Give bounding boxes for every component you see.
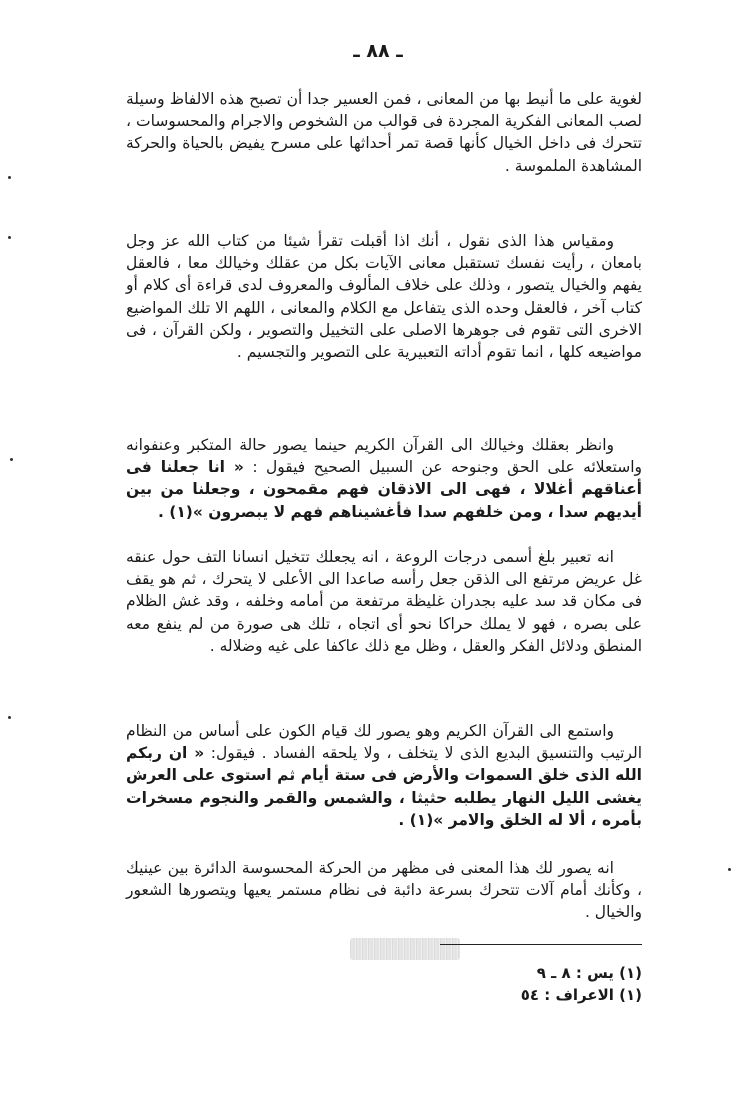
margin-speck	[8, 716, 11, 719]
margin-speck	[8, 236, 11, 239]
footnote-divider	[440, 944, 642, 945]
paragraph-6	[126, 857, 642, 924]
faded-stamp-mark	[350, 938, 460, 960]
paragraph-5-text: واستمع الى القرآن الكريم وهو يصور لك قيام الكون على أساس من النظام الرتيب والتنسيق البديع الذى لا يتخلف ، ولا يلحقه الفساد . فيقول:	[126, 722, 642, 763]
paragraph-1-text: لغوية على ما أنيط بها من المعانى ، فمن العسير جدا أن تصبح هذه الالفاظ وسيلة لصب المعانى الفكرية المجردة فى قوالب من الشخوص والاجرام والمحسوسات ، تتحرك فى داخل الخيال كأنها قصة تمر أحداثها على مسرح يفيض بالحياة والحركة المشاهدة الملموسة .	[126, 90, 642, 175]
footnote-1: (١) يس : ٨ ـ ٩	[536, 964, 642, 982]
margin-speck	[728, 868, 731, 871]
footnotes	[440, 962, 642, 1006]
footnote-2: (١) الاعراف : ٥٤	[520, 986, 642, 1004]
paragraph-5	[126, 720, 642, 831]
margin-speck	[10, 458, 13, 461]
paragraph-4-text: انه تعبير بلغ أسمى درجات الروعة ، انه يجعلك تتخيل انسانا التف حول عنقه غل عريض مرتفع الى الذقن جعل رأسه صاعدا الى الأعلى لا يتحرك ، ثم هو يقف فى مكان قد سد عليه بجدران غليظة مرتفعة من أمامه وخلفه ، وقد غش الظلام على بصره ، فهو لا يملك حراكا نحو أى اتجاه ، تلك هى صورة من لم ينفع معه المنطق ودلائل الفكر والعقل ، وظل مع ذلك عاكفا على غيه وضلاله .	[126, 548, 642, 655]
paragraph-3	[126, 434, 642, 523]
paragraph-4	[126, 546, 642, 657]
paragraph-2-text: ومقياس هذا الذى نقول ، أنك اذا أقبلت تقرأ شيئا من كتاب الله عز وجل بامعان ، رأيت نفسك تستقبل معانى الآيات بكل من عقلك وخيالك معا ، فالعقل يفهم والخيال يتصور ، وذلك على خلاف المألوف والمعروف لدى قراءة أى كلام أو كتاب آخر ، فالعقل وحده الذى يتفاعل مع الكلام والمعانى ، اللهم الا تلك المواضيع الاخرى التى تقوم فى جوهرها الاصلى على التخييل والتصوير ، ولكن القرآن ، فى مواضيعه كلها ، انما تقوم أداته التعبيرية على التصوير والتجسيم .	[126, 232, 642, 362]
page-number: ـ ٨٨ ـ	[353, 40, 403, 62]
paragraph-6-text: انه يصور لك هذا المعنى فى مظهر من الحركة المحسوسة الدائرة بين عينيك ، وكأنك أمام آلات تتحرك بسرعة دائبة فى نظام مستمر يعيها ويتصورها الشعور والخيال .	[126, 859, 642, 922]
quran-quote-yasin: « انا جعلنا فى أعناقهم أغلالا ، فهى الى الاذقان فهم مقمحون ، وجعلنا من بين أيديهم سدا ، ومن خلفهم سدا فأغشيناهم فهم لا يبصرون »(١) .	[126, 458, 642, 521]
paragraph-5-wrapper	[126, 720, 642, 831]
paragraph-3-text: وانظر بعقلك وخيالك الى القرآن الكريم حينما يصور حالة المتكبر وعنفوانه واستعلائه على الحق وجنوحه عن السبيل الصحيح فيقول :	[126, 436, 642, 477]
paragraph-3-wrapper	[126, 434, 642, 523]
margin-speck	[8, 176, 11, 179]
paragraph-1	[126, 88, 642, 177]
paragraph-2	[126, 230, 642, 363]
quran-quote-araf: « ان ربكم الله الذى خلق السموات والأرض فى ستة أيام ثم استوى على العرش يغشى الليل النهار يطلبه حثيثا ، والشمس والقمر والنجوم مسخرات بأمره ، ألا له الخلق والامر »(١) .	[126, 744, 642, 829]
